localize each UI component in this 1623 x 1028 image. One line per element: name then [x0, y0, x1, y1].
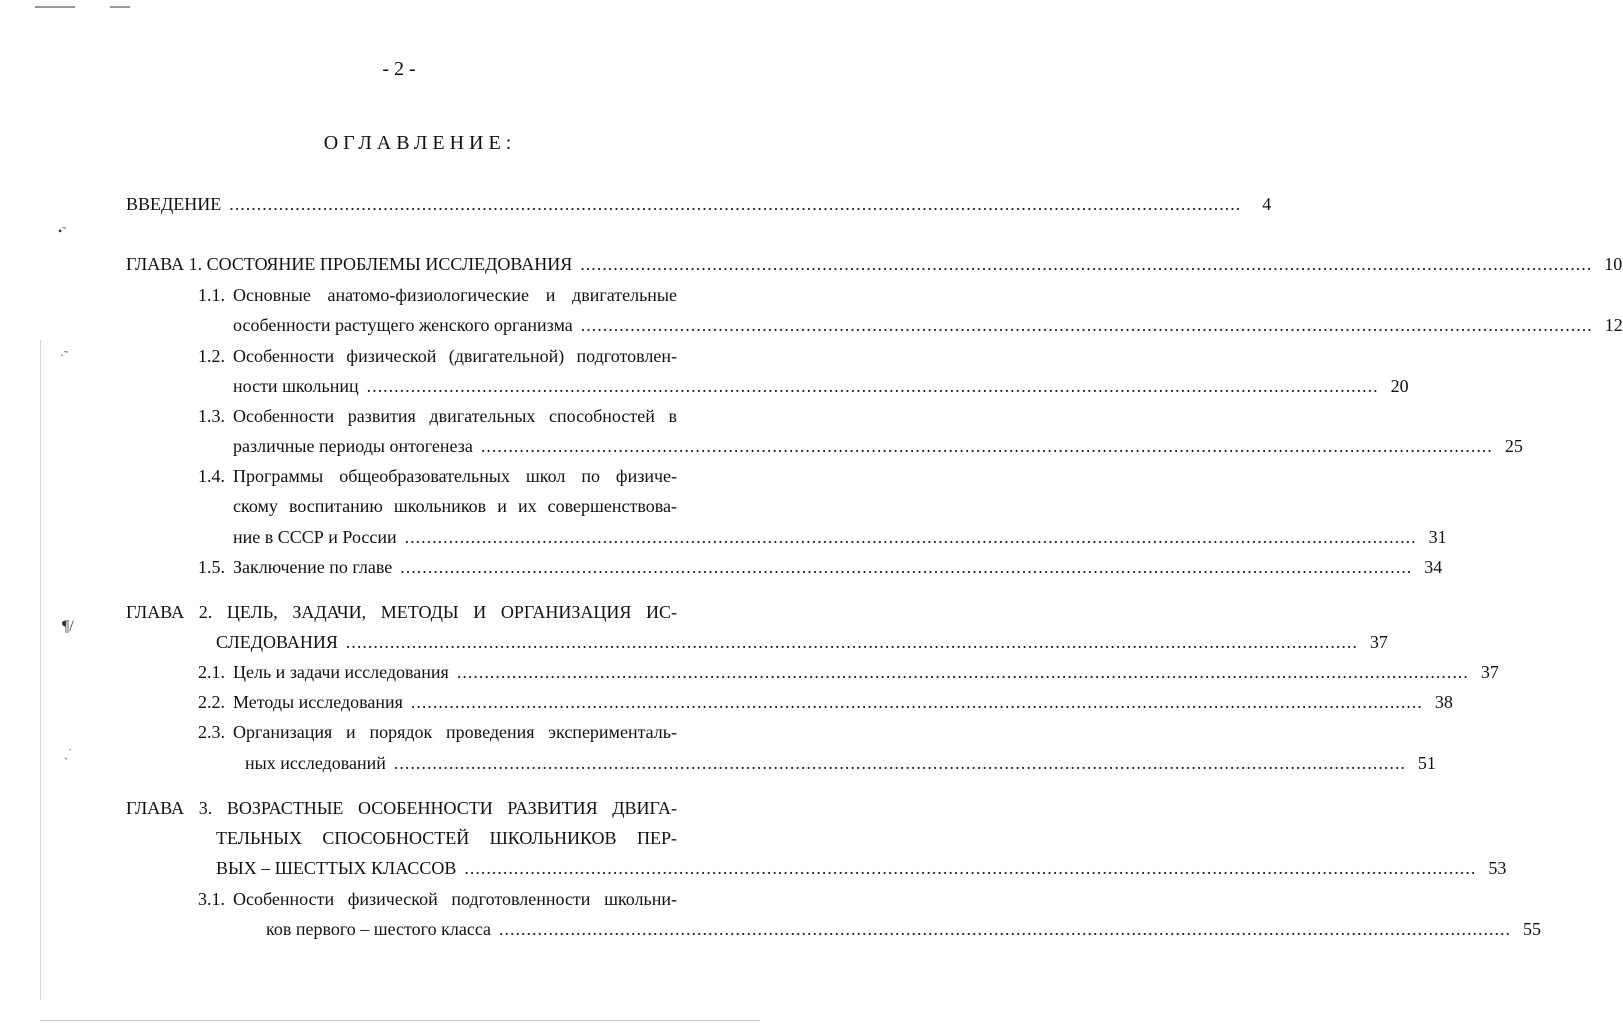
toc-page-number: 20	[1390, 376, 1409, 396]
scan-margin-line	[40, 340, 41, 1000]
section-title-line: Цель и задачи исследования	[233, 662, 449, 682]
toc-chapter-3	[216, 858, 1507, 882]
dot-leader: ........................................................................................................................................................................................	[580, 315, 1593, 335]
section-title-line: Основные анатомо-физиологические и двигательные	[233, 285, 677, 305]
section-number: 2.1.	[198, 662, 225, 682]
dot-leader: ........................................................................................................................................................................................	[456, 662, 1469, 682]
section-title-line: Особенности развития двигательных способностей в	[233, 406, 677, 426]
section-number: 3.1.	[198, 889, 225, 909]
section-title-line: скому воспитанию школьников и их совершенствова-	[233, 496, 677, 516]
dot-leader: ........................................................................................................................................................................................	[366, 376, 1379, 396]
dot-leader: ........................................................................................................................................................................................	[345, 632, 1358, 652]
toc-section-1-3	[233, 436, 1523, 460]
section-number: 1.3.	[198, 406, 225, 426]
toc-chapter-3-line: ГЛАВА 3. ВОЗРАСТНЫЕ ОСОБЕННОСТИ РАЗВИТИЯ ДВИГА-	[126, 798, 677, 818]
section-number: 1.5.	[198, 557, 225, 577]
page-title: ОГЛАВЛЕНИЕ:	[323, 132, 517, 154]
scan-edge-bottom	[40, 1020, 760, 1021]
toc-page-number: 25	[1504, 436, 1523, 456]
dot-leader: ........................................................................................................................................................................................	[229, 194, 1242, 214]
section-title-line: Методы исследования	[233, 692, 403, 712]
section-title-line: Особенности физической (двигательной) подготовлен-	[233, 346, 677, 366]
toc-entry-title: ГЛАВА 1. СОСТОЯНИЕ ПРОБЛЕМЫ ИССЛЕДОВАНИЯ	[126, 254, 573, 274]
toc-section-1-4	[233, 527, 1447, 551]
scan-speck: •˜	[58, 224, 67, 238]
dot-leader: ........................................................................................................................................................................................	[499, 919, 1512, 939]
page-number: - 2 -	[382, 58, 416, 80]
section-title-line: Программы общеобразовательных школ по физиче-	[233, 466, 677, 486]
toc-entry-title: СЛЕДОВАНИЯ	[216, 632, 338, 652]
toc-section-2-1	[233, 662, 1499, 686]
toc-section-3-1	[266, 919, 1542, 943]
section-title-line: Организация и порядок проведения эксперименталь-	[233, 722, 677, 742]
section-number: 1.4.	[198, 466, 225, 486]
scan-speck: ·˜	[60, 348, 68, 362]
section-title-line: ности школьниц	[233, 376, 359, 396]
section-title-line: ние в СССР и России	[233, 527, 397, 547]
scan-speck: ¶/	[62, 618, 74, 635]
toc-page-number: 37	[1369, 632, 1388, 652]
section-title-line: различные периоды онтогенеза	[233, 436, 473, 456]
dot-leader: ........................................................................................................................................................................................	[580, 254, 1593, 274]
section-number: 2.2.	[198, 692, 225, 712]
scan-edge-top	[35, 6, 75, 8]
dot-leader: ........................................................................................................................................................................................	[480, 436, 1493, 456]
dot-leader: ........................................................................................................................................................................................	[404, 527, 1417, 547]
toc-entry-title: ВВЕДЕНИЕ	[126, 194, 222, 214]
toc-page-number: 4	[1262, 194, 1272, 214]
toc-chapter-1	[126, 254, 1623, 278]
toc-chapter-2-line: ГЛАВА 2. ЦЕЛЬ, ЗАДАЧИ, МЕТОДЫ И ОРГАНИЗАЦИЯ ИС-	[126, 602, 677, 622]
section-title-line: Особенности физической подготовленности школьни-	[233, 889, 677, 909]
toc-page-number: 31	[1428, 527, 1447, 547]
toc-page-number: 51	[1417, 753, 1436, 773]
toc-section-2-3	[245, 753, 1436, 777]
toc-page-number: 37	[1480, 662, 1499, 682]
toc-section-2-2	[233, 692, 1453, 716]
toc-page-number: 38	[1434, 692, 1453, 712]
toc-page-number: 34	[1424, 557, 1443, 577]
toc-section-1-1	[233, 315, 1623, 339]
section-number: 1.2.	[198, 346, 225, 366]
section-title-line: особенности растущего женского организма	[233, 315, 573, 335]
toc-section-1-5	[233, 557, 1443, 581]
dot-leader: ........................................................................................................................................................................................	[393, 753, 1406, 773]
toc-entry-intro	[126, 194, 1272, 218]
toc-chapter-3-line: ТЕЛЬНЫХ СПОСОБНОСТЕЙ ШКОЛЬНИКОВ ПЕР-	[216, 828, 677, 848]
toc-page-number: 12	[1604, 315, 1623, 335]
dot-leader: ........................................................................................................................................................................................	[464, 858, 1477, 878]
section-number: 2.3.	[198, 722, 225, 742]
scan-speck: ˏ˙	[64, 746, 72, 760]
toc-chapter-2	[216, 632, 1388, 656]
dot-leader: ........................................................................................................................................................................................	[400, 557, 1413, 577]
toc-page-number: 10	[1604, 254, 1623, 274]
toc-section-1-2	[233, 376, 1409, 400]
scan-edge-top-2	[110, 6, 130, 8]
toc-page-number: 53	[1488, 858, 1507, 878]
section-title-line: ков первого – шестого класса	[266, 919, 492, 939]
toc-entry-title: ВЫХ – ШЕСТТЫХ КЛАССОВ	[216, 858, 457, 878]
section-number: 1.1.	[198, 285, 225, 305]
dot-leader: ........................................................................................................................................................................................	[410, 692, 1423, 712]
section-title-line: ных исследований	[245, 753, 386, 773]
toc-page-number: 55	[1523, 919, 1542, 939]
section-title-line: Заключение по главе	[233, 557, 393, 577]
